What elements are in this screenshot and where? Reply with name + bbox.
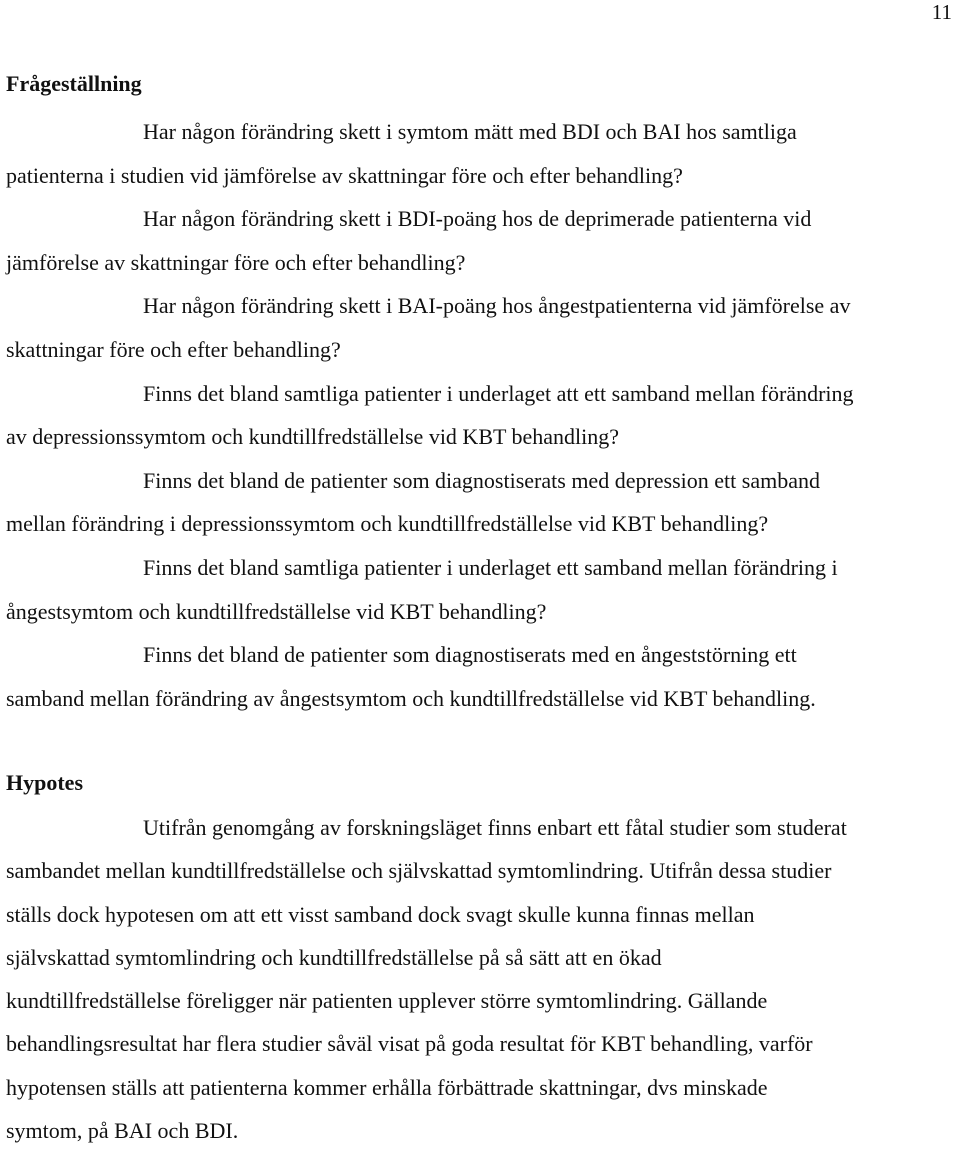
paragraph-line: Utifrån genomgång av forskningsläget finns enbart ett fåtal studier som studerat <box>143 815 847 840</box>
paragraph-line: sambandet mellan kundtillfredställelse och självskattad symtomlindring. Utifrån dessa studier <box>6 858 832 884</box>
paragraph-line: hypotensen ställs att patienterna kommer erhålla förbättrade skattningar, dvs minskade <box>6 1074 768 1100</box>
paragraph-line: Finns det bland samtliga patienter i underlaget att ett samband mellan förändring <box>143 380 854 406</box>
paragraph-line: kundtillfredställelse föreligger när patienten upplever större symtomlindring. Gällande <box>6 988 768 1014</box>
paragraph-line: självskattad symtomlindring och kundtillfredställelse på så sätt att en ökad <box>6 944 662 970</box>
page-number: 11 <box>931 0 952 24</box>
paragraph-line: behandlingsresultat har flera studier såväl visat på goda resultat för KBT behandling, varför <box>6 1031 813 1057</box>
paragraph-line: Har någon förändring skett i symtom mätt med BDI och BAI hos samtliga <box>143 119 797 144</box>
paragraph-line: symtom, på BAI och BDI. <box>6 1118 239 1144</box>
paragraph-line: ställs dock hypotesen om att ett visst samband dock svagt skulle kunna finnas mellan <box>6 901 755 927</box>
paragraph-line: av depressionssymtom och kundtillfredställelse vid KBT behandling? <box>6 424 620 450</box>
paragraph-line: ångestsymtom och kundtillfredställelse vid KBT behandling? <box>6 598 547 624</box>
research-questions-body <box>6 110 956 720</box>
paragraph-line: mellan förändring i depressionssymtom och kundtillfredställelse vid KBT behandling? <box>6 511 769 537</box>
paragraph-line: Finns det bland de patienter som diagnostiserats med depression ett samband <box>143 467 820 493</box>
section-heading-hypotes: Hypotes <box>6 770 83 795</box>
hypothesis-body <box>6 806 956 1152</box>
paragraph-line: jämförelse av skattningar före och efter behandling? <box>6 249 466 275</box>
paragraph-line: Har någon förändring skett i BDI-poäng hos de deprimerade patienterna vid <box>143 206 812 232</box>
paragraph-line: Har någon förändring skett i BAI-poäng hos ångestpatienterna vid jämförelse av <box>143 293 851 319</box>
paragraph-line: Finns det bland de patienter som diagnostiserats med en ångeststörning ett <box>143 642 797 668</box>
section-heading-fragestallning: Frågeställning <box>6 71 142 96</box>
paragraph-line: Finns det bland samtliga patienter i underlaget ett samband mellan förändring i <box>143 554 838 580</box>
paragraph-line: patienterna i studien vid jämförelse av skattningar före och efter behandling? <box>6 162 683 188</box>
paragraph-line: skattningar före och efter behandling? <box>6 336 341 362</box>
paragraph-line: samband mellan förändring av ångestsymtom och kundtillfredställelse vid KBT behandling. <box>6 685 816 711</box>
